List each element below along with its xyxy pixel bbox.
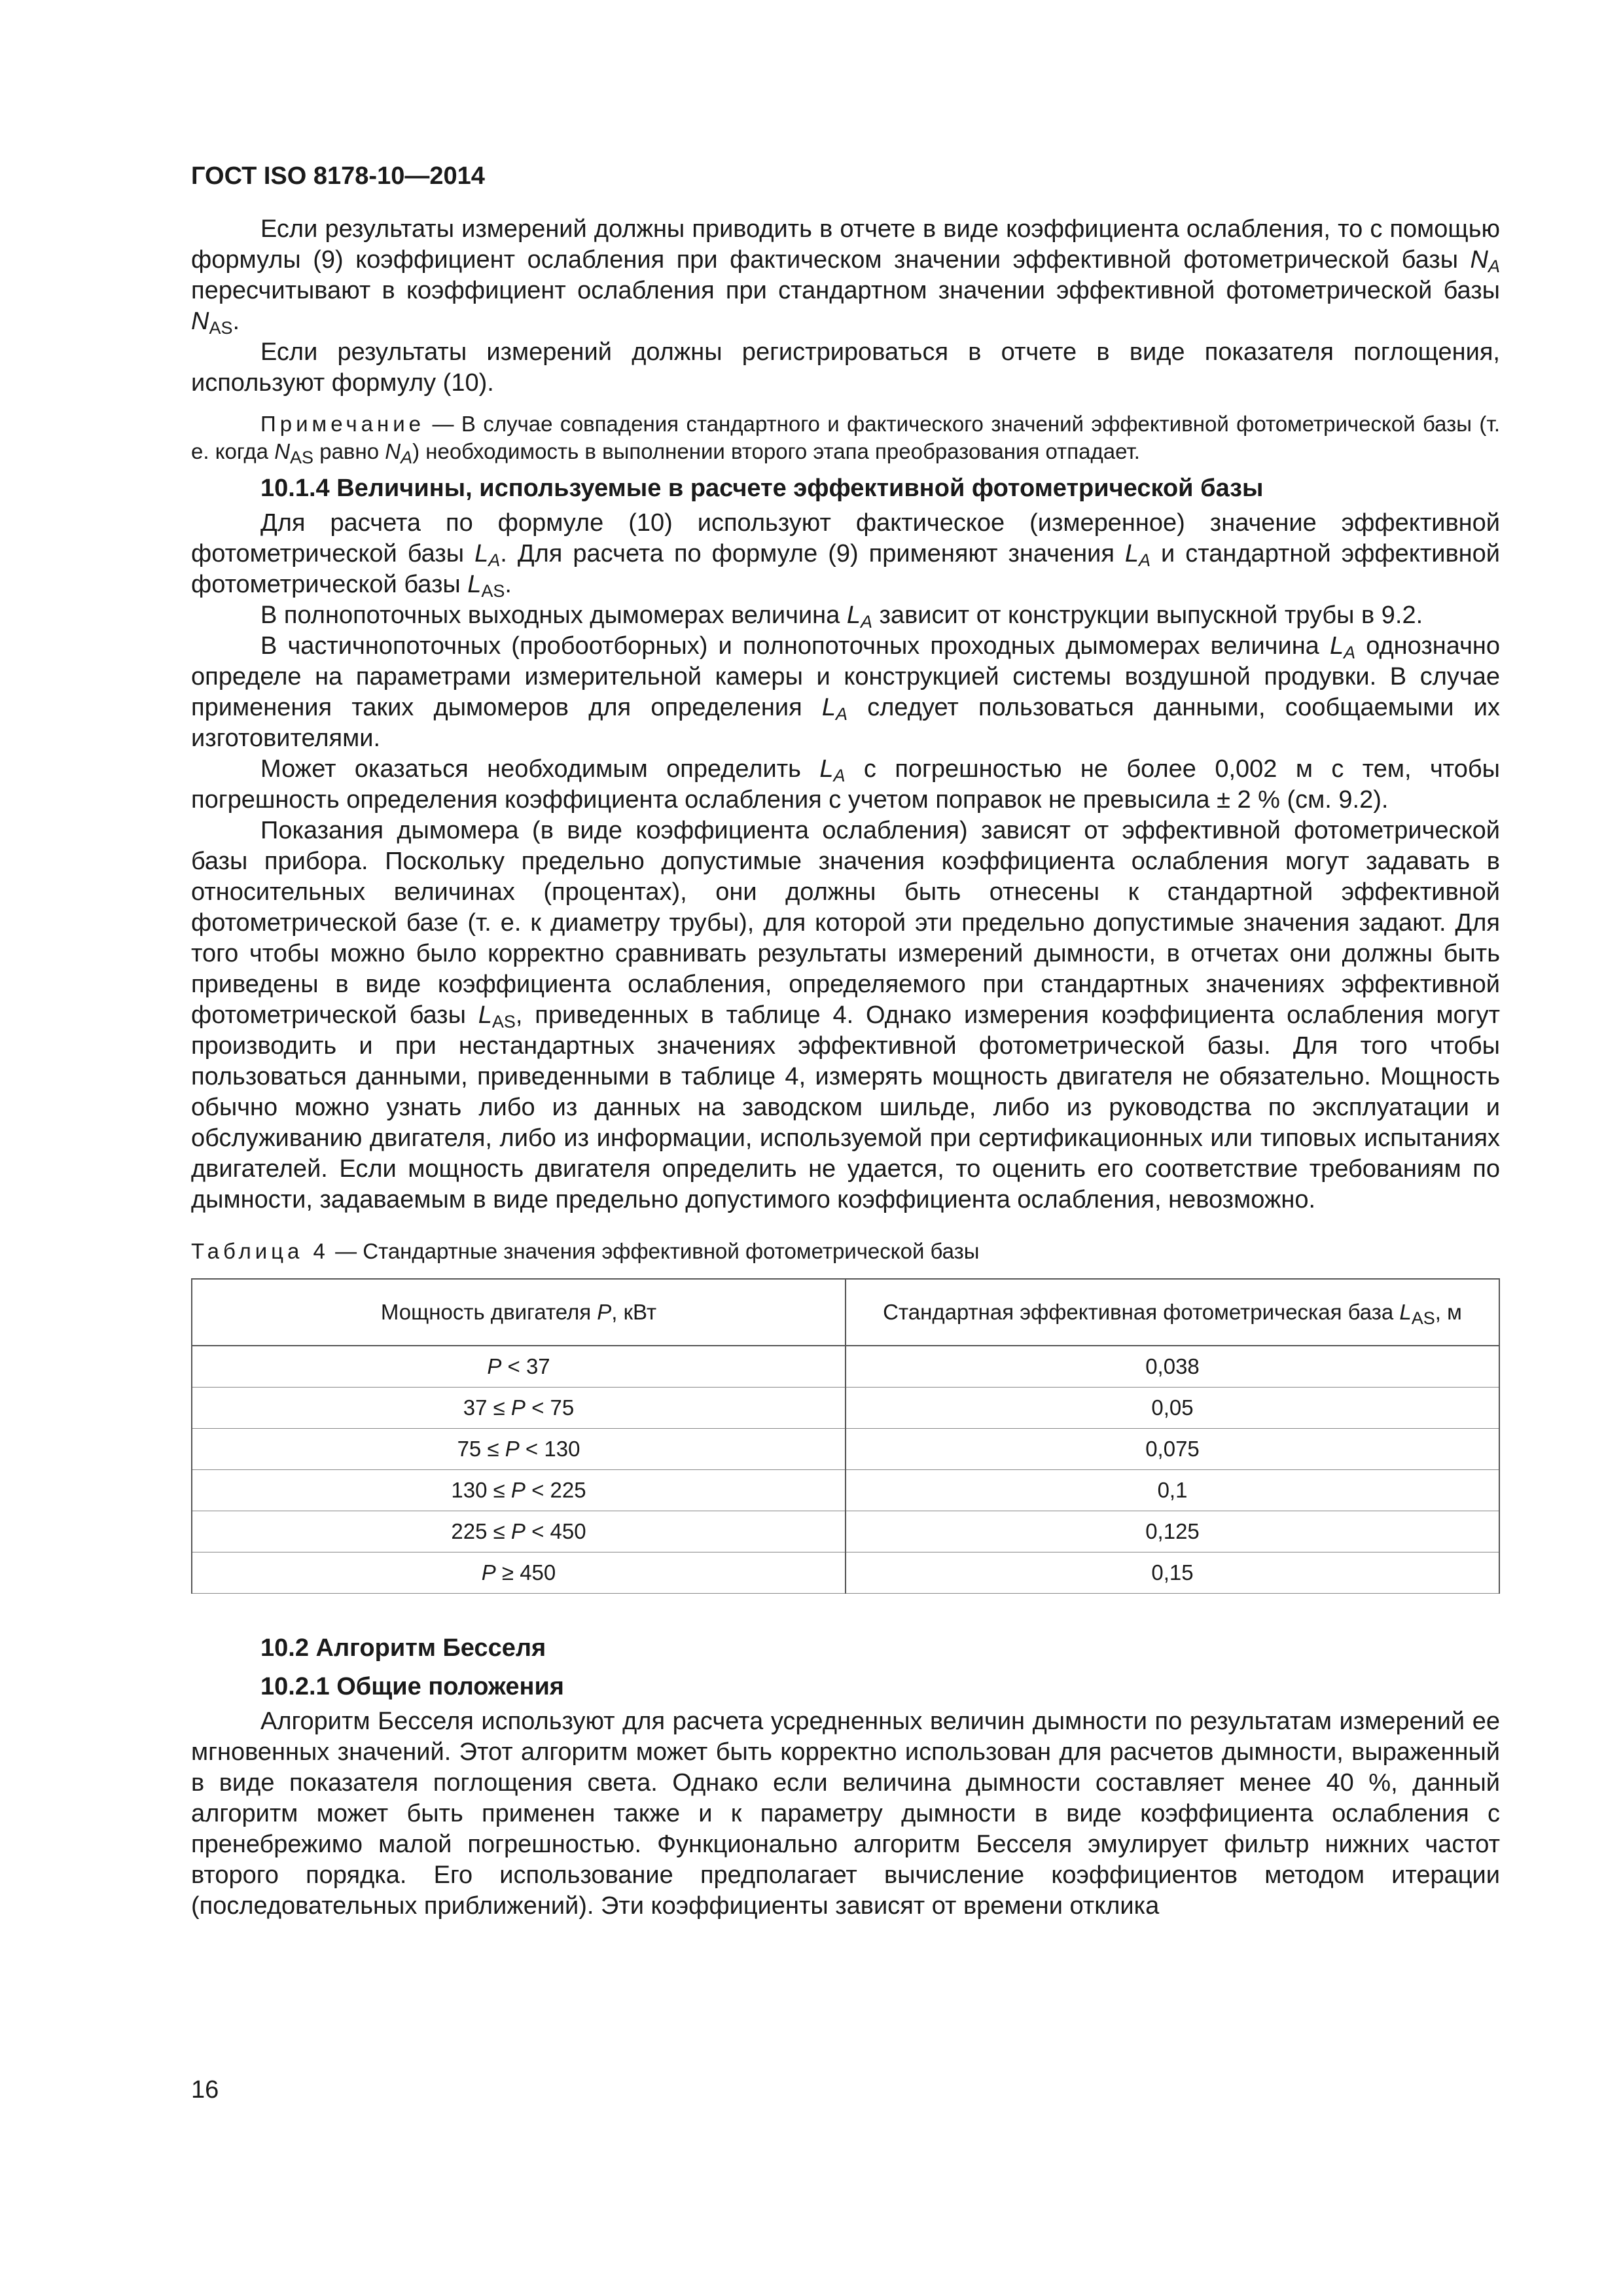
power-range-cell: 130 ≤ P < 225 [192, 1470, 846, 1511]
section-1014-paragraph-2: В полнопоточных выходных дымомерах величина $L_A$ зависит от конструкции выпускной трубы в 9.2. [260, 601, 1423, 632]
table-4-caption: Таблица 4 — Стандартные значения эффективной фотометрической базы [191, 1239, 980, 1263]
note-paragraph: Примечание — В случае совпадения стандартного и фактического значений эффективной фотометрической базы (т. е. когда $N_{AS}$ равно $N_A$) необходимость в выполнении второго этапа преобразования отпадает. [191, 412, 1500, 467]
table-header-row [192, 1279, 1499, 1346]
section-heading-10-2-1: 10.2.1 Общие положения [260, 1673, 564, 1700]
base-value-cell: 0,05 [846, 1388, 1499, 1429]
base-value-cell: 0,15 [846, 1552, 1499, 1594]
section-1014-paragraph-5: Показания дымомера (в виде коэффициента ослабления) зависят от эффективной фотометрической базы прибора. Поскольку предельно допустимые значения коэффициента ослабления могут задавать в относительных величинах (процентах), они должны быть отнесены к стандартной эффективной фотометрической базе (т. е. к диаметру трубы), для которой эти предельно допустимые значения задают. Для того чтобы можно было корректно сравнивать результаты измерений дымности, в отчетах они должны быть приведены в виде коэффициента ослабления, определяемого при стандартных значениях эффективной фотометрической базы $L_{AS}$, приведенных в таблице 4. Однако измерения коэффициента ослабления могут производить и при нестандартных значениях эффективной фотометрической базы. Для того чтобы пользоваться данными, приведенными в таблице 4, измерять мощность двигателя не обязательно. Мощность обычно можно узнать либо из данных на заводском шильде, либо из руководства по эксплуатации и обслуживанию двигателя, либо из информации, используемой при сертификационных или типовых испытаниях двигателей. Если мощность двигателя определить не удается, то оценить его соответствие требованиям по дымности, задаваемым в виде предельно допустимого коэффициента ослабления, невозможно. [191, 817, 1500, 1213]
power-range-cell: P < 37 [192, 1346, 846, 1388]
table-row [192, 1552, 1499, 1594]
table-row [192, 1346, 1499, 1388]
section-1014-paragraph-3: В частичнопоточных (пробоотборных) и полнопоточных проходных дымомерах величина $L_A$ однозначно определе на параметрами измерительной камеры и конструкцией системы воздушной продувки. В случае применения таких дымомеров для определения $L_A$ следует пользоваться данными, сообщаемыми их изготовителями. [191, 632, 1500, 752]
table-4 [191, 1278, 1500, 1594]
document-header: ГОСТ ISO 8178-10—2014 [191, 162, 485, 190]
base-value-cell: 0,075 [846, 1429, 1499, 1470]
section-heading-10-2: 10.2 Алгоритм Бесселя [260, 1634, 546, 1662]
table-row [192, 1388, 1499, 1429]
section-heading-10-1-4: 10.1.4 Величины, используемые в расчете эффективной фотометрической базы [260, 475, 1264, 502]
note-label: Примечание [260, 412, 425, 436]
table-row [192, 1470, 1499, 1511]
section-1014-paragraph-1: Для расчета по формуле (10) используют фактическое (измеренное) значение эффективной фотометрической базы $L_A$. Для расчета по формуле (9) применяют значения $L_A$ и стандартной эффективной фотометрической базы $L_{AS}$. [191, 509, 1501, 601]
intro-paragraph-2: Если результаты измерений должны регистрироваться в отчете в виде показателя поглощения, используют формулу (10). [191, 338, 1500, 397]
page-number: 16 [191, 2076, 219, 2104]
document-page [191, 162, 1500, 1922]
base-value-cell: 0,038 [846, 1346, 1499, 1388]
section-102-paragraph-1: Алгоритм Бесселя используют для расчета усредненных величин дымности по результатам измерений ее мгновенных значений. Этот алгоритм может быть корректно использован для расчетов дымности, выраженный в виде показателя поглощения света. Однако если величина дымности составляет менее 40 %, данный алгоритм может быть применен также и к параметру дымности в виде коэффициента ослабления с пренебрежимо малой погрешностью. Функционально алгоритм Бесселя эмулирует фильтр нижних частот второго порядка. Его использование предполагает вычисление коэффициентов методом итерации (последовательных приближений). Эти коэффициенты зависят от времени отклика [191, 1708, 1500, 1920]
column-header-base: Стандартная эффективная фотометрическая база $L_{AS}$, м [846, 1279, 1499, 1346]
base-value-cell: 0,125 [846, 1511, 1499, 1552]
table-row [192, 1429, 1499, 1470]
table-row [192, 1511, 1499, 1552]
table-4-label: Таблица 4 [191, 1239, 329, 1263]
section-1014-paragraph-4: Может оказаться необходимым определить $L_A$ с погрешностью не более 0,002 м с тем, чтобы погрешность определения коэффициента ослабления с учетом поправок не превысила ± 2 % (см. 9.2). [191, 755, 1500, 814]
column-header-power: Мощность двигателя P, кВт [192, 1279, 846, 1346]
power-range-cell: 75 ≤ P < 130 [192, 1429, 846, 1470]
power-range-cell: 225 ≤ P < 450 [192, 1511, 846, 1552]
power-range-cell: P ≥ 450 [192, 1552, 846, 1594]
power-range-cell: 37 ≤ P < 75 [192, 1388, 846, 1429]
base-value-cell: 0,1 [846, 1470, 1499, 1511]
intro-paragraph-1: Если результаты измерений должны приводить в отчете в виде коэффициента ослабления, то с помощью формулы (9) коэффициент ослабления при фактическом значении эффективной фотометрической базы $N_A$ пересчитывают в коэффициент ослабления при стандартном значении эффективной фотометрической базы $N_{AS}$. [191, 215, 1500, 338]
